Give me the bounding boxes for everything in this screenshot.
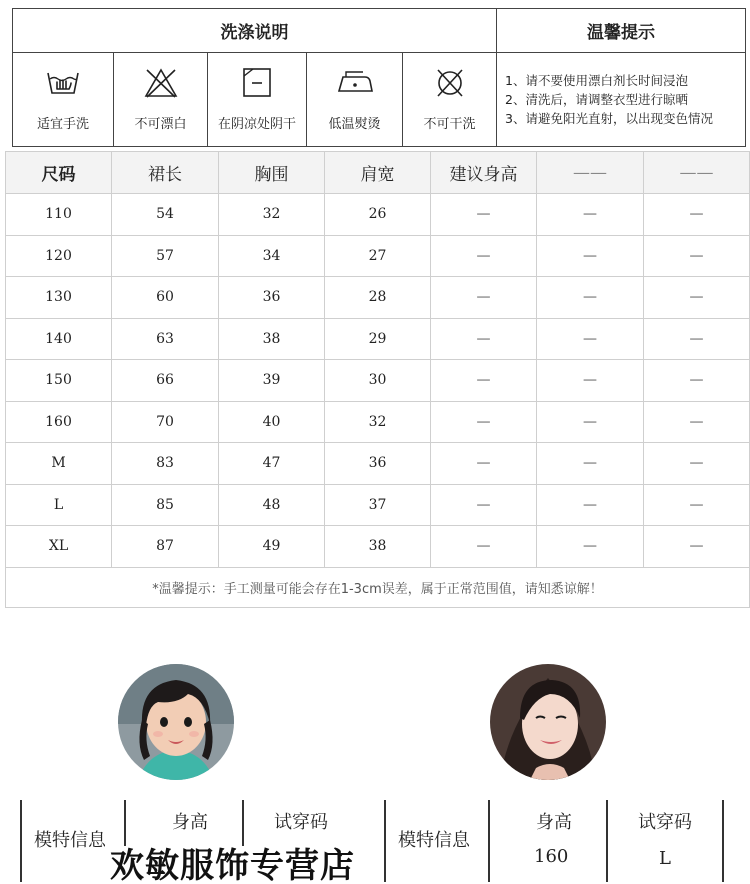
table-cell: 40 [219, 401, 325, 443]
model-info-label: 模特信息 [398, 830, 470, 851]
model-size-value: L [659, 848, 671, 869]
table-cell: 32 [325, 401, 431, 443]
table-cell: M [6, 443, 112, 485]
shade-dry-icon [239, 67, 275, 99]
tips-title: 温馨提示 [497, 9, 745, 53]
table-cell: 30 [325, 360, 431, 402]
table-row [6, 235, 750, 277]
table-cell: 34 [219, 235, 325, 277]
table-cell: 160 [6, 401, 112, 443]
table-cell: 60 [112, 277, 219, 319]
child-model-avatar [118, 664, 234, 780]
wash-instructions-title: 洗涤说明 [13, 9, 497, 53]
care-item-low-iron [307, 53, 403, 146]
size-table-header [6, 152, 750, 194]
header-blank: —— [537, 152, 644, 194]
table-cell: — [537, 484, 644, 526]
table-cell: 63 [112, 318, 219, 360]
table-cell: 29 [325, 318, 431, 360]
care-item-no-dry-clean [403, 53, 497, 146]
table-cell: 26 [325, 194, 431, 236]
table-cell: — [537, 277, 644, 319]
note-row [6, 567, 750, 607]
model-height-value: 160 [534, 846, 569, 867]
model-height-label: 身高 [536, 812, 572, 833]
table-cell: 36 [219, 277, 325, 319]
table-cell: 54 [112, 194, 219, 236]
table-row [6, 194, 750, 236]
table-cell: — [537, 526, 644, 568]
care-label: 在阴凉处阴干 [217, 117, 296, 132]
table-cell: 28 [325, 277, 431, 319]
table-cell: — [537, 235, 644, 277]
table-cell: 38 [325, 526, 431, 568]
care-item-no-bleach [114, 53, 208, 146]
table-cell: — [537, 360, 644, 402]
tips-list [505, 71, 745, 128]
table-cell: 49 [219, 526, 325, 568]
divider [20, 800, 22, 882]
table-cell: — [537, 194, 644, 236]
care-item-shade-dry [208, 53, 307, 146]
table-row [6, 360, 750, 402]
measurement-note: *温馨提示：手工测量可能会存在1-3cm误差，属于正常范围值，请知悉谅解！ [6, 567, 750, 607]
tip-item: 2、清洗后，请调整衣型进行晾晒 [505, 92, 688, 107]
table-cell: — [431, 443, 537, 485]
table-cell: — [644, 484, 750, 526]
table-cell: — [431, 401, 537, 443]
low-iron-icon [337, 67, 373, 99]
table-cell: — [431, 235, 537, 277]
header-blank: —— [644, 152, 750, 194]
table-cell: — [644, 526, 750, 568]
header-size: 尺码 [6, 152, 112, 194]
table-cell: 120 [6, 235, 112, 277]
table-cell: — [644, 235, 750, 277]
adult-model-avatar [490, 664, 606, 780]
table-cell: — [431, 484, 537, 526]
table-cell: 85 [112, 484, 219, 526]
table-cell: 32 [219, 194, 325, 236]
table-cell: — [537, 401, 644, 443]
table-cell: XL [6, 526, 112, 568]
care-label: 不可干洗 [423, 117, 476, 132]
table-row [6, 443, 750, 485]
table-cell: 57 [112, 235, 219, 277]
table-cell: 70 [112, 401, 219, 443]
model-size-label: 试穿码 [274, 812, 328, 833]
table-cell: 130 [6, 277, 112, 319]
care-label: 适宜手洗 [36, 117, 89, 132]
table-cell: L [6, 484, 112, 526]
table-cell: — [537, 318, 644, 360]
table-cell: 87 [112, 526, 219, 568]
divider [606, 800, 608, 882]
tip-item: 1、请不要使用漂白剂长时间浸泡 [505, 73, 688, 88]
table-cell: 66 [112, 360, 219, 402]
table-cell: — [537, 443, 644, 485]
table-cell: 27 [325, 235, 431, 277]
model-info-label: 模特信息 [34, 830, 106, 851]
divider [488, 800, 490, 882]
header-suggested-height: 建议身高 [431, 152, 537, 194]
table-cell: — [431, 318, 537, 360]
table-row [6, 318, 750, 360]
table-cell: — [431, 526, 537, 568]
header-chest: 胸围 [219, 152, 325, 194]
table-cell: 38 [219, 318, 325, 360]
tip-item: 3、请避免阳光直射，以出现变色情况 [505, 111, 713, 126]
table-cell: — [431, 360, 537, 402]
size-table [5, 151, 750, 608]
table-cell: — [644, 194, 750, 236]
header-skirt-length: 裙长 [112, 152, 219, 194]
table-row [6, 277, 750, 319]
table-row [6, 526, 750, 568]
table-cell: 140 [6, 318, 112, 360]
table-cell: 110 [6, 194, 112, 236]
table-cell: 36 [325, 443, 431, 485]
care-item-hand-wash [13, 53, 114, 146]
table-cell: — [431, 277, 537, 319]
care-instructions-panel [12, 8, 746, 147]
header-shoulder: 肩宽 [325, 152, 431, 194]
table-cell: — [644, 360, 750, 402]
no-bleach-icon [143, 67, 179, 99]
care-label: 低温熨烫 [328, 117, 381, 132]
table-cell: 37 [325, 484, 431, 526]
table-cell: 39 [219, 360, 325, 402]
care-icons-row [13, 53, 497, 146]
divider [384, 800, 386, 882]
table-cell: 150 [6, 360, 112, 402]
table-cell: — [644, 277, 750, 319]
table-cell: — [431, 194, 537, 236]
table-cell: — [644, 318, 750, 360]
model-height-label: 身高 [172, 812, 208, 833]
table-cell: — [644, 401, 750, 443]
model-size-label: 试穿码 [638, 812, 692, 833]
no-dry-clean-icon [432, 67, 468, 99]
table-cell: — [644, 443, 750, 485]
table-cell: 47 [219, 443, 325, 485]
divider [722, 800, 724, 882]
table-cell: 83 [112, 443, 219, 485]
table-row [6, 401, 750, 443]
shop-name: 欢敏服饰专营店 [110, 846, 355, 884]
table-row [6, 484, 750, 526]
table-cell: 48 [219, 484, 325, 526]
hand-wash-icon [45, 67, 81, 99]
care-label: 不可漂白 [134, 117, 187, 132]
